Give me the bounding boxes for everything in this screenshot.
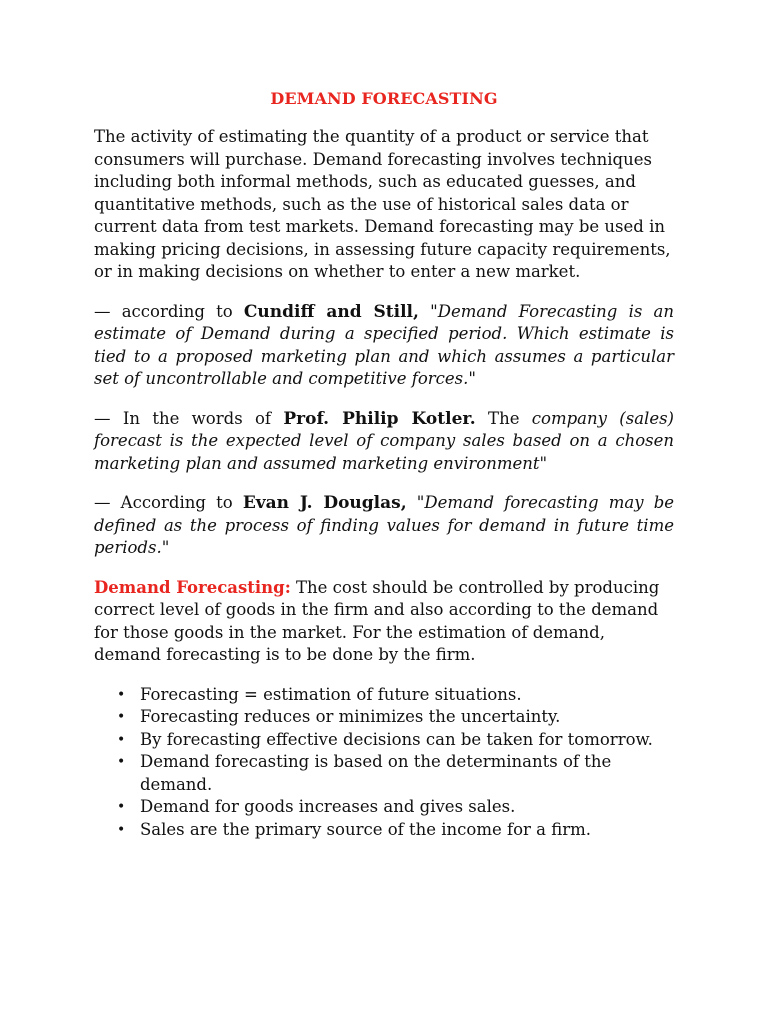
- section-body: The cost should be controlled by producing correct level of goods in the firm and also according to the demand for those goods in the market. For the estimation of demand, demand forecasting is to be done by the firm.: [94, 577, 660, 664]
- bullet-icon: •: [117, 686, 126, 703]
- list-item: [117, 706, 674, 729]
- list-item: [117, 751, 674, 796]
- list-item-text: By forecasting effective decisions can be taken for tomorrow.: [140, 729, 653, 749]
- bullet-list: [94, 684, 674, 842]
- quote-text: "Demand forecasting may be defined as the process of finding values for demand in future time periods.: [94, 493, 675, 557]
- list-item: [117, 684, 674, 707]
- list-item-text: Forecasting reduces or minimizes the uncertainty.: [140, 707, 561, 726]
- quote-connector: The: [475, 408, 532, 428]
- section-paragraph: [94, 577, 674, 667]
- quote-text: "Demand Forecasting is an estimate of Demand during a specified period. Which estimate is tied to a proposed marketing plan and which assumes a particular set of uncontrollable and competitive forces.": [94, 301, 675, 388]
- list-item-text: Sales are the primary source of the income for a firm.: [140, 819, 592, 839]
- bullet-icon: •: [117, 799, 126, 815]
- list-item: [117, 819, 674, 842]
- quote-lead: — In the words of: [94, 408, 284, 428]
- quote-closing-mark: ": [539, 453, 548, 473]
- list-item-text: Demand forecasting is based on the determinants of the demand.: [140, 752, 612, 794]
- list-item-text: Forecasting = estimation of future situations.: [140, 684, 522, 704]
- quote-text: company (sales) forecast is the expected level of company sales based on a chosen marketing plan and assumed marketing environment: [94, 408, 674, 473]
- quote-author: Cundiff and Still,: [243, 301, 419, 322]
- quote-closing-mark: ": [161, 538, 170, 557]
- bullet-icon: •: [117, 821, 126, 838]
- quote-douglas: [94, 492, 674, 560]
- intro-paragraph: The activity of estimating the quantity of a product or service that consumers will purchase. Demand forecasting involves techniques including both informal methods, such as educated guesses, and quantitative methods, such as the use of historical sales data or current data from test markets. Demand forecasting may be used in making pricing decisions, in assessing future capacity requirements, or in making decisions on whether to enter a new market.: [94, 127, 671, 281]
- bullet-icon: •: [117, 709, 126, 725]
- quote-lead: — According to: [94, 493, 243, 512]
- quote-author: Evan J. Douglas,: [242, 493, 407, 513]
- quote-lead: — according to: [94, 301, 244, 321]
- quote-kotler: [94, 408, 674, 476]
- document-page: [94, 88, 674, 841]
- quote-author: Prof. Philip Kotler.: [283, 408, 476, 429]
- bullet-icon: •: [117, 731, 126, 748]
- list-item-text: Demand for goods increases and gives sales.: [140, 797, 516, 816]
- bullet-icon: •: [117, 754, 126, 770]
- list-item: [117, 729, 674, 752]
- quote-cundiff-still: [94, 301, 674, 391]
- section-heading: Demand Forecasting:: [94, 577, 291, 597]
- document-title: DEMAND FORECASTING: [270, 89, 498, 108]
- list-item: [117, 796, 674, 819]
